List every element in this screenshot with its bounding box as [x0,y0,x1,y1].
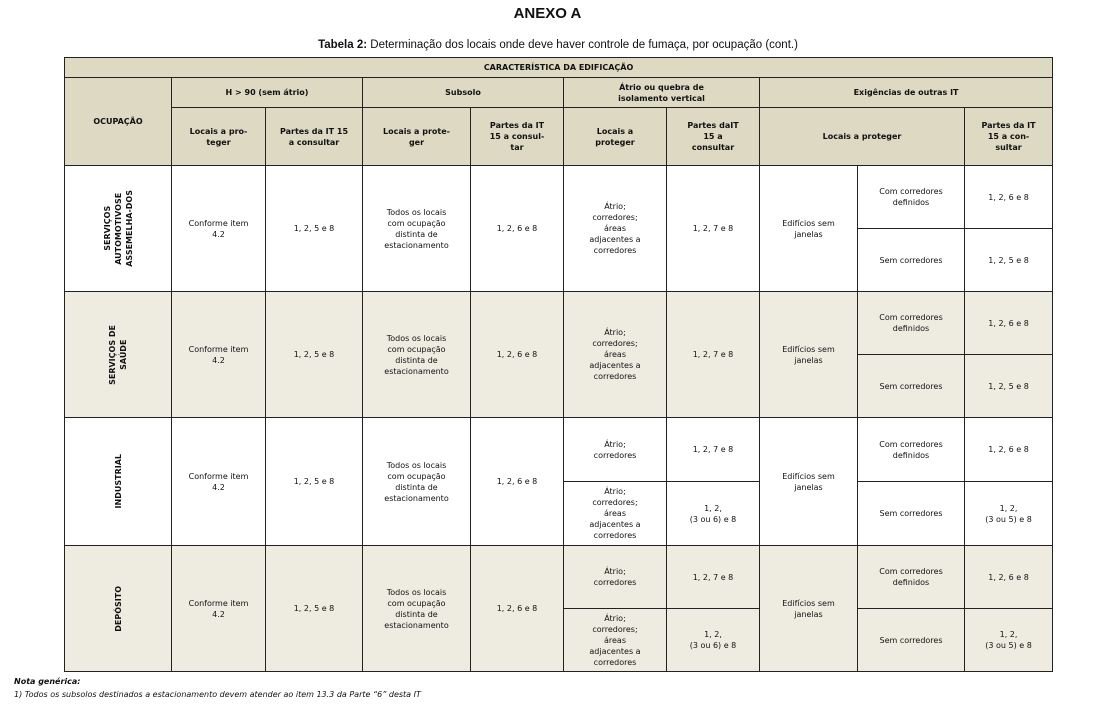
header-partes-subsolo: Partes da IT 15 a consul- tar [471,108,564,166]
atrio-locais-cell: Átrio; corredores [564,546,667,609]
subsolo-locais-cell: Todos os locais com ocupação distinta de estacionamento [363,546,471,672]
note-title: Nota genérica: [14,677,81,686]
exigencias-partes-cell: 1, 2, (3 ou 5) e 8 [965,482,1053,546]
exigencias-partes-cell: 1, 2, 6 e 8 [965,418,1053,482]
h90-locais-cell: Conforme item 4.2 [172,418,266,546]
exigencias-partes-cell: 1, 2, 5 e 8 [965,355,1053,418]
subsolo-partes-cell: 1, 2, 6 e 8 [471,546,564,672]
occupation-label: SERVIÇOS DE SAÚDE [108,324,128,385]
exigencias-partes-cell: 1, 2, 6 e 8 [965,292,1053,355]
h90-partes-cell: 1, 2, 5 e 8 [266,166,363,292]
header-locais-exigencias: Locais a proteger [760,108,965,166]
header-subsolo: Subsolo [363,78,564,108]
occupation-label: INDUSTRIAL [113,454,123,509]
h90-locais-cell: Conforme item 4.2 [172,292,266,418]
atrio-partes-cell: 1, 2, (3 ou 6) e 8 [667,609,760,672]
exigencias-locais-cell: Edifícios sem janelas [760,418,858,546]
exigencias-partes-cell: 1, 2, 5 e 8 [965,229,1053,292]
smoke-control-table [64,57,1053,672]
h90-partes-cell: 1, 2, 5 e 8 [266,546,363,672]
table-caption [64,39,1052,51]
atrio-partes-cell: 1, 2, 7 e 8 [667,292,760,418]
header-locais-atrio: Locais a proteger [564,108,667,166]
exigencias-locais-cell: Edifícios sem janelas [760,546,858,672]
occupation-cell [65,418,172,546]
exigencias-locais-cell: Edifícios sem janelas [760,292,858,418]
exigencias-sub-cell: Sem corredores [858,482,965,546]
exigencias-sub-cell: Com corredores definidos [858,546,965,609]
atrio-locais-cell: Átrio; corredores; áreas adjacentes a corredores [564,292,667,418]
exigencias-partes-cell: 1, 2, 6 e 8 [965,546,1053,609]
atrio-partes-cell: 1, 2, (3 ou 6) e 8 [667,482,760,546]
atrio-locais-cell: Átrio; corredores; áreas adjacentes a corredores [564,166,667,292]
header-partes-h90: Partes da IT 15 a consultar [266,108,363,166]
header-partes-exigencias: Partes da IT 15 a con- sultar [965,108,1053,166]
atrio-locais-cell: Átrio; corredores; áreas adjacentes a corredores [564,482,667,546]
occupation-cell [65,546,172,672]
exigencias-sub-cell: Com corredores definidos [858,292,965,355]
header-caracteristica: CARACTERÍSTICA DA EDIFICAÇÃO [65,58,1053,78]
exigencias-sub-cell: Com corredores definidos [858,166,965,229]
header-exigencias: Exigências de outras IT [760,78,1053,108]
exigencias-locais-cell: Edifícios sem janelas [760,166,858,292]
exigencias-sub-cell: Sem corredores [858,355,965,418]
atrio-partes-cell: 1, 2, 7 e 8 [667,546,760,609]
subsolo-locais-cell: Todos os locais com ocupação distinta de estacionamento [363,166,471,292]
annex-title: ANEXO A [513,5,582,22]
occupation-label: SERVIÇOS AUTOMOTIVOSE ASSEMELHA-DOS [102,190,134,267]
exigencias-sub-cell: Sem corredores [858,229,965,292]
occupation-cell [65,292,172,418]
subsolo-partes-cell: 1, 2, 6 e 8 [471,418,564,546]
note-text: 1) Todos os subsolos destinados a estacionamento devem atender ao item 13.3 da Parte “6” desta IT [14,690,421,699]
h90-partes-cell: 1, 2, 5 e 8 [266,292,363,418]
h90-partes-cell: 1, 2, 5 e 8 [266,418,363,546]
header-partes-atrio: Partes daIT 15 a consultar [667,108,760,166]
header-ocupacao: OCUPAÇÃO [65,78,172,166]
caption-text: Determinação dos locais onde deve haver controle de fumaça, por ocupação (cont.) [367,39,798,51]
header-locais-h90: Locais a pro- teger [172,108,266,166]
exigencias-partes-cell: 1, 2, 6 e 8 [965,166,1053,229]
subsolo-locais-cell: Todos os locais com ocupação distinta de estacionamento [363,418,471,546]
occupation-cell [65,166,172,292]
caption-label: Tabela 2: [318,39,368,51]
atrio-locais-cell: Átrio; corredores [564,418,667,482]
subsolo-partes-cell: 1, 2, 6 e 8 [471,166,564,292]
subsolo-partes-cell: 1, 2, 6 e 8 [471,292,564,418]
exigencias-partes-cell: 1, 2, (3 ou 5) e 8 [965,609,1053,672]
header-locais-subsolo: Locais a prote- ger [363,108,471,166]
atrio-locais-cell: Átrio; corredores; áreas adjacentes a corredores [564,609,667,672]
h90-locais-cell: Conforme item 4.2 [172,546,266,672]
h90-locais-cell: Conforme item 4.2 [172,166,266,292]
header-atrio: Átrio ou quebra de isolamento vertical [564,78,760,108]
exigencias-sub-cell: Com corredores definidos [858,418,965,482]
atrio-partes-cell: 1, 2, 7 e 8 [667,166,760,292]
occupation-label: DEPÓSITO [113,585,123,632]
atrio-partes-cell: 1, 2, 7 e 8 [667,418,760,482]
header-h90: H > 90 (sem átrio) [172,78,363,108]
subsolo-locais-cell: Todos os locais com ocupação distinta de estacionamento [363,292,471,418]
exigencias-sub-cell: Sem corredores [858,609,965,672]
